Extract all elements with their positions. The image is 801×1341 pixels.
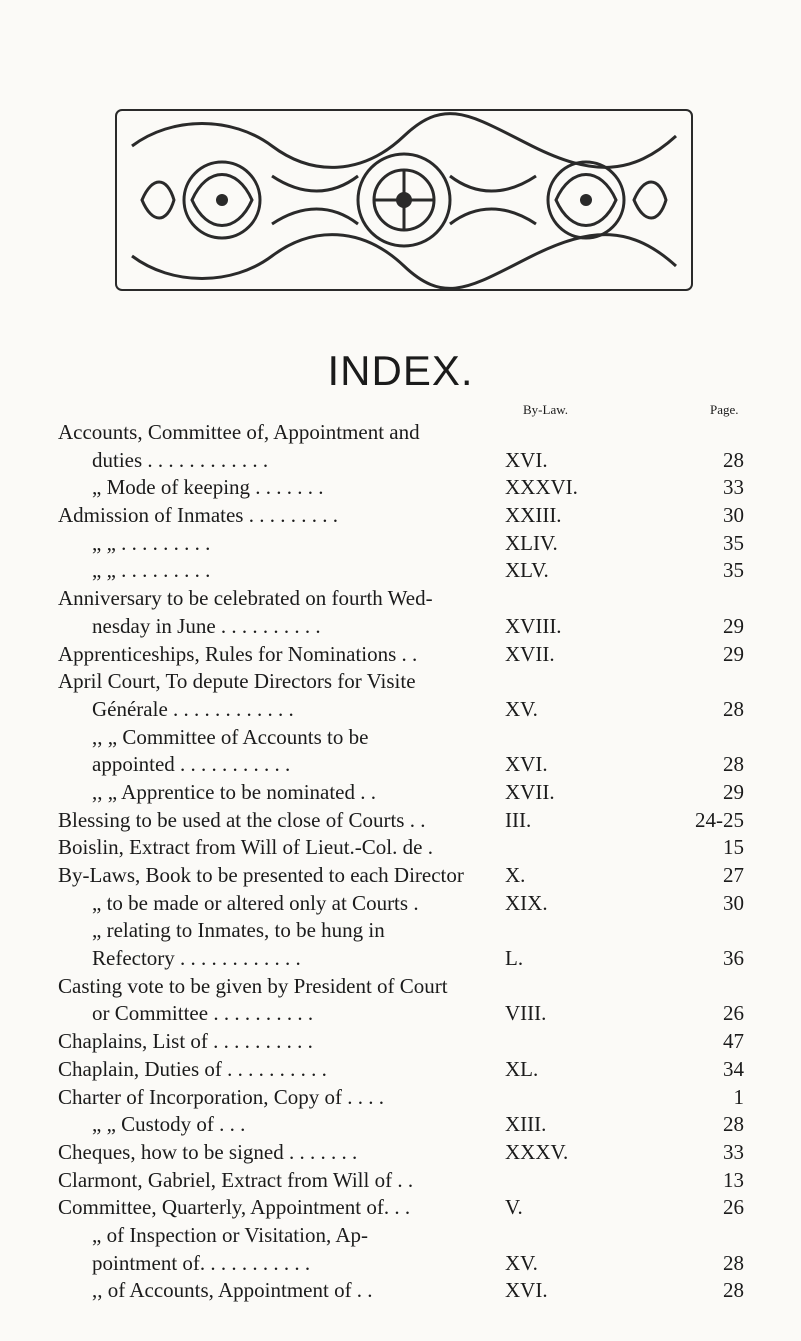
index-entry xyxy=(0,779,801,807)
entry-text: „ „ . . . . . . . . . xyxy=(92,558,211,583)
index-entry xyxy=(0,557,801,585)
entry-page: 24-25 xyxy=(695,807,744,832)
entry-page: 28 xyxy=(723,1278,744,1303)
index-entry xyxy=(0,641,801,669)
entry-text: „ „ Custody of . . . xyxy=(92,1112,246,1137)
entry-text: Cheques, how to be signed . . . . . . . xyxy=(58,1139,358,1164)
index-entry xyxy=(0,613,801,641)
entry-bylaw: XVI. xyxy=(505,1278,548,1303)
index-entry xyxy=(0,668,801,696)
entry-bylaw: XVIII. xyxy=(505,613,562,638)
index-entry xyxy=(0,696,801,724)
entry-page: 36 xyxy=(723,946,744,971)
entry-bylaw: XXIII. xyxy=(505,503,562,528)
entry-bylaw: XVII. xyxy=(505,779,555,804)
entry-text: appointed . . . . . . . . . . . xyxy=(92,752,291,777)
entry-bylaw: XIX. xyxy=(505,890,548,915)
index-entry xyxy=(0,890,801,918)
entry-page: 13 xyxy=(723,1167,744,1192)
entry-text: ,, of Accounts, Appointment of . . xyxy=(92,1278,373,1303)
column-header-bylaw: By-Law. xyxy=(523,402,569,417)
entry-text: „ Mode of keeping . . . . . . . xyxy=(92,475,324,500)
entry-bylaw: V. xyxy=(505,1195,523,1220)
entry-text: „ „ . . . . . . . . . xyxy=(92,530,211,555)
entry-page: 28 xyxy=(723,1112,744,1137)
entry-bylaw: XXXV. xyxy=(505,1139,569,1164)
entry-bylaw: XXXVI. xyxy=(505,475,578,500)
entry-bylaw: XVII. xyxy=(505,641,555,666)
entry-text: April Court, To depute Directors for Visite xyxy=(58,669,416,694)
index-entry xyxy=(0,585,801,613)
index-entry xyxy=(0,862,801,890)
index-entry xyxy=(0,1277,801,1305)
entry-text: Refectory . . . . . . . . . . . . xyxy=(92,946,301,971)
entry-page: 29 xyxy=(723,641,744,666)
entry-bylaw: III. xyxy=(505,807,532,832)
entry-page: 34 xyxy=(723,1056,744,1081)
entry-bylaw: XVI. xyxy=(505,447,548,472)
entry-page: 26 xyxy=(723,1001,744,1026)
entry-text: By-Laws, Book to be presented to each Director xyxy=(58,863,464,887)
entry-page: 28 xyxy=(723,447,744,472)
entry-text: Générale . . . . . . . . . . . . xyxy=(92,696,294,721)
entry-text: or Committee . . . . . . . . . . xyxy=(92,1001,314,1026)
entry-page: 33 xyxy=(723,475,744,500)
index-entry xyxy=(0,751,801,779)
ornamental-headpiece xyxy=(112,106,696,294)
entry-page: 47 xyxy=(723,1029,744,1054)
entry-text: ,, „ Apprentice to be nominated . . xyxy=(92,779,377,804)
entry-text: Charter of Incorporation, Copy of . . . . xyxy=(58,1084,385,1109)
index-entry xyxy=(0,1000,801,1028)
entry-text: Chaplain, Duties of . . . . . . . . . . xyxy=(58,1056,327,1081)
index-entry xyxy=(0,1167,801,1195)
index-entry xyxy=(0,1250,801,1278)
entry-text: pointment of. . . . . . . . . . . xyxy=(92,1250,311,1275)
entry-page: 26 xyxy=(723,1195,744,1220)
index-entry xyxy=(0,474,801,502)
entry-page: 28 xyxy=(723,1250,744,1275)
entry-text: nesday in June . . . . . . . . . . xyxy=(92,613,321,638)
entry-page: 30 xyxy=(723,890,744,915)
entry-bylaw: X. xyxy=(505,863,526,887)
index-entry xyxy=(0,1222,801,1250)
entry-bylaw: XV. xyxy=(505,1250,538,1275)
entry-bylaw: XL. xyxy=(505,1056,539,1081)
entry-text: Clarmont, Gabriel, Extract from Will of . . xyxy=(58,1167,414,1192)
index-entry xyxy=(0,1028,801,1056)
index-entry xyxy=(0,502,801,530)
entry-text: „ relating to Inmates, to be hung in xyxy=(92,918,385,943)
entry-text: Chaplains, List of . . . . . . . . . . xyxy=(58,1029,313,1054)
entry-bylaw: XLV. xyxy=(505,558,549,583)
entry-text: Admission of Inmates . . . . . . . . . xyxy=(58,503,338,528)
index-entry xyxy=(0,419,801,447)
index-entry xyxy=(0,724,801,752)
entry-bylaw: XV. xyxy=(505,696,538,721)
page-title: INDEX. xyxy=(327,347,474,394)
entry-page: 27 xyxy=(723,863,744,887)
entry-page: 33 xyxy=(723,1139,744,1164)
entry-bylaw: VIII. xyxy=(505,1001,547,1026)
entry-text: Boislin, Extract from Will of Lieut.-Col. de . xyxy=(58,835,433,860)
entry-page: 35 xyxy=(723,530,744,555)
entry-text: Blessing to be used at the close of Courts . . xyxy=(58,807,426,832)
entry-text: Accounts, Committee of, Appointment and xyxy=(58,420,420,444)
entry-text: Anniversary to be celebrated on fourth Wed- xyxy=(58,586,433,611)
entry-text: Committee, Quarterly, Appointment of. . . xyxy=(58,1195,411,1220)
entry-bylaw: XLIV. xyxy=(505,530,558,555)
index-entry xyxy=(0,1139,801,1167)
entry-page: 35 xyxy=(723,558,744,583)
entry-page: 28 xyxy=(723,752,744,777)
entry-page: 28 xyxy=(723,696,744,721)
index-entry xyxy=(0,1056,801,1084)
entry-bylaw: L. xyxy=(505,946,524,971)
entry-text: „ to be made or altered only at Courts . xyxy=(92,890,419,915)
index-entry xyxy=(0,807,801,835)
index-entry xyxy=(0,447,801,475)
index-entry xyxy=(0,917,801,945)
index-entry xyxy=(0,1194,801,1222)
entry-text: ,, „ Committee of Accounts to be xyxy=(92,724,369,749)
column-header-page: Page. xyxy=(710,402,739,417)
index-entry xyxy=(0,1111,801,1139)
entry-bylaw: XVI. xyxy=(505,752,548,777)
entry-page: 29 xyxy=(723,613,744,638)
entry-page: 29 xyxy=(723,779,744,804)
index-entry xyxy=(0,1084,801,1112)
entry-bylaw: XIII. xyxy=(505,1112,547,1137)
index-entry xyxy=(0,530,801,558)
index-entries xyxy=(0,419,801,1305)
entry-text: Apprenticeships, Rules for Nominations . . xyxy=(58,641,418,666)
entry-text: Casting vote to be given by President of Court xyxy=(58,973,448,998)
entry-page: 30 xyxy=(723,503,744,528)
entry-page: 1 xyxy=(733,1084,744,1109)
index-entry xyxy=(0,945,801,973)
entry-text: duties . . . . . . . . . . . . xyxy=(92,447,269,472)
entry-page: 15 xyxy=(723,835,744,860)
index-entry xyxy=(0,834,801,862)
index-entry xyxy=(0,973,801,1001)
entry-text: „ of Inspection or Visitation, Ap- xyxy=(92,1222,368,1247)
